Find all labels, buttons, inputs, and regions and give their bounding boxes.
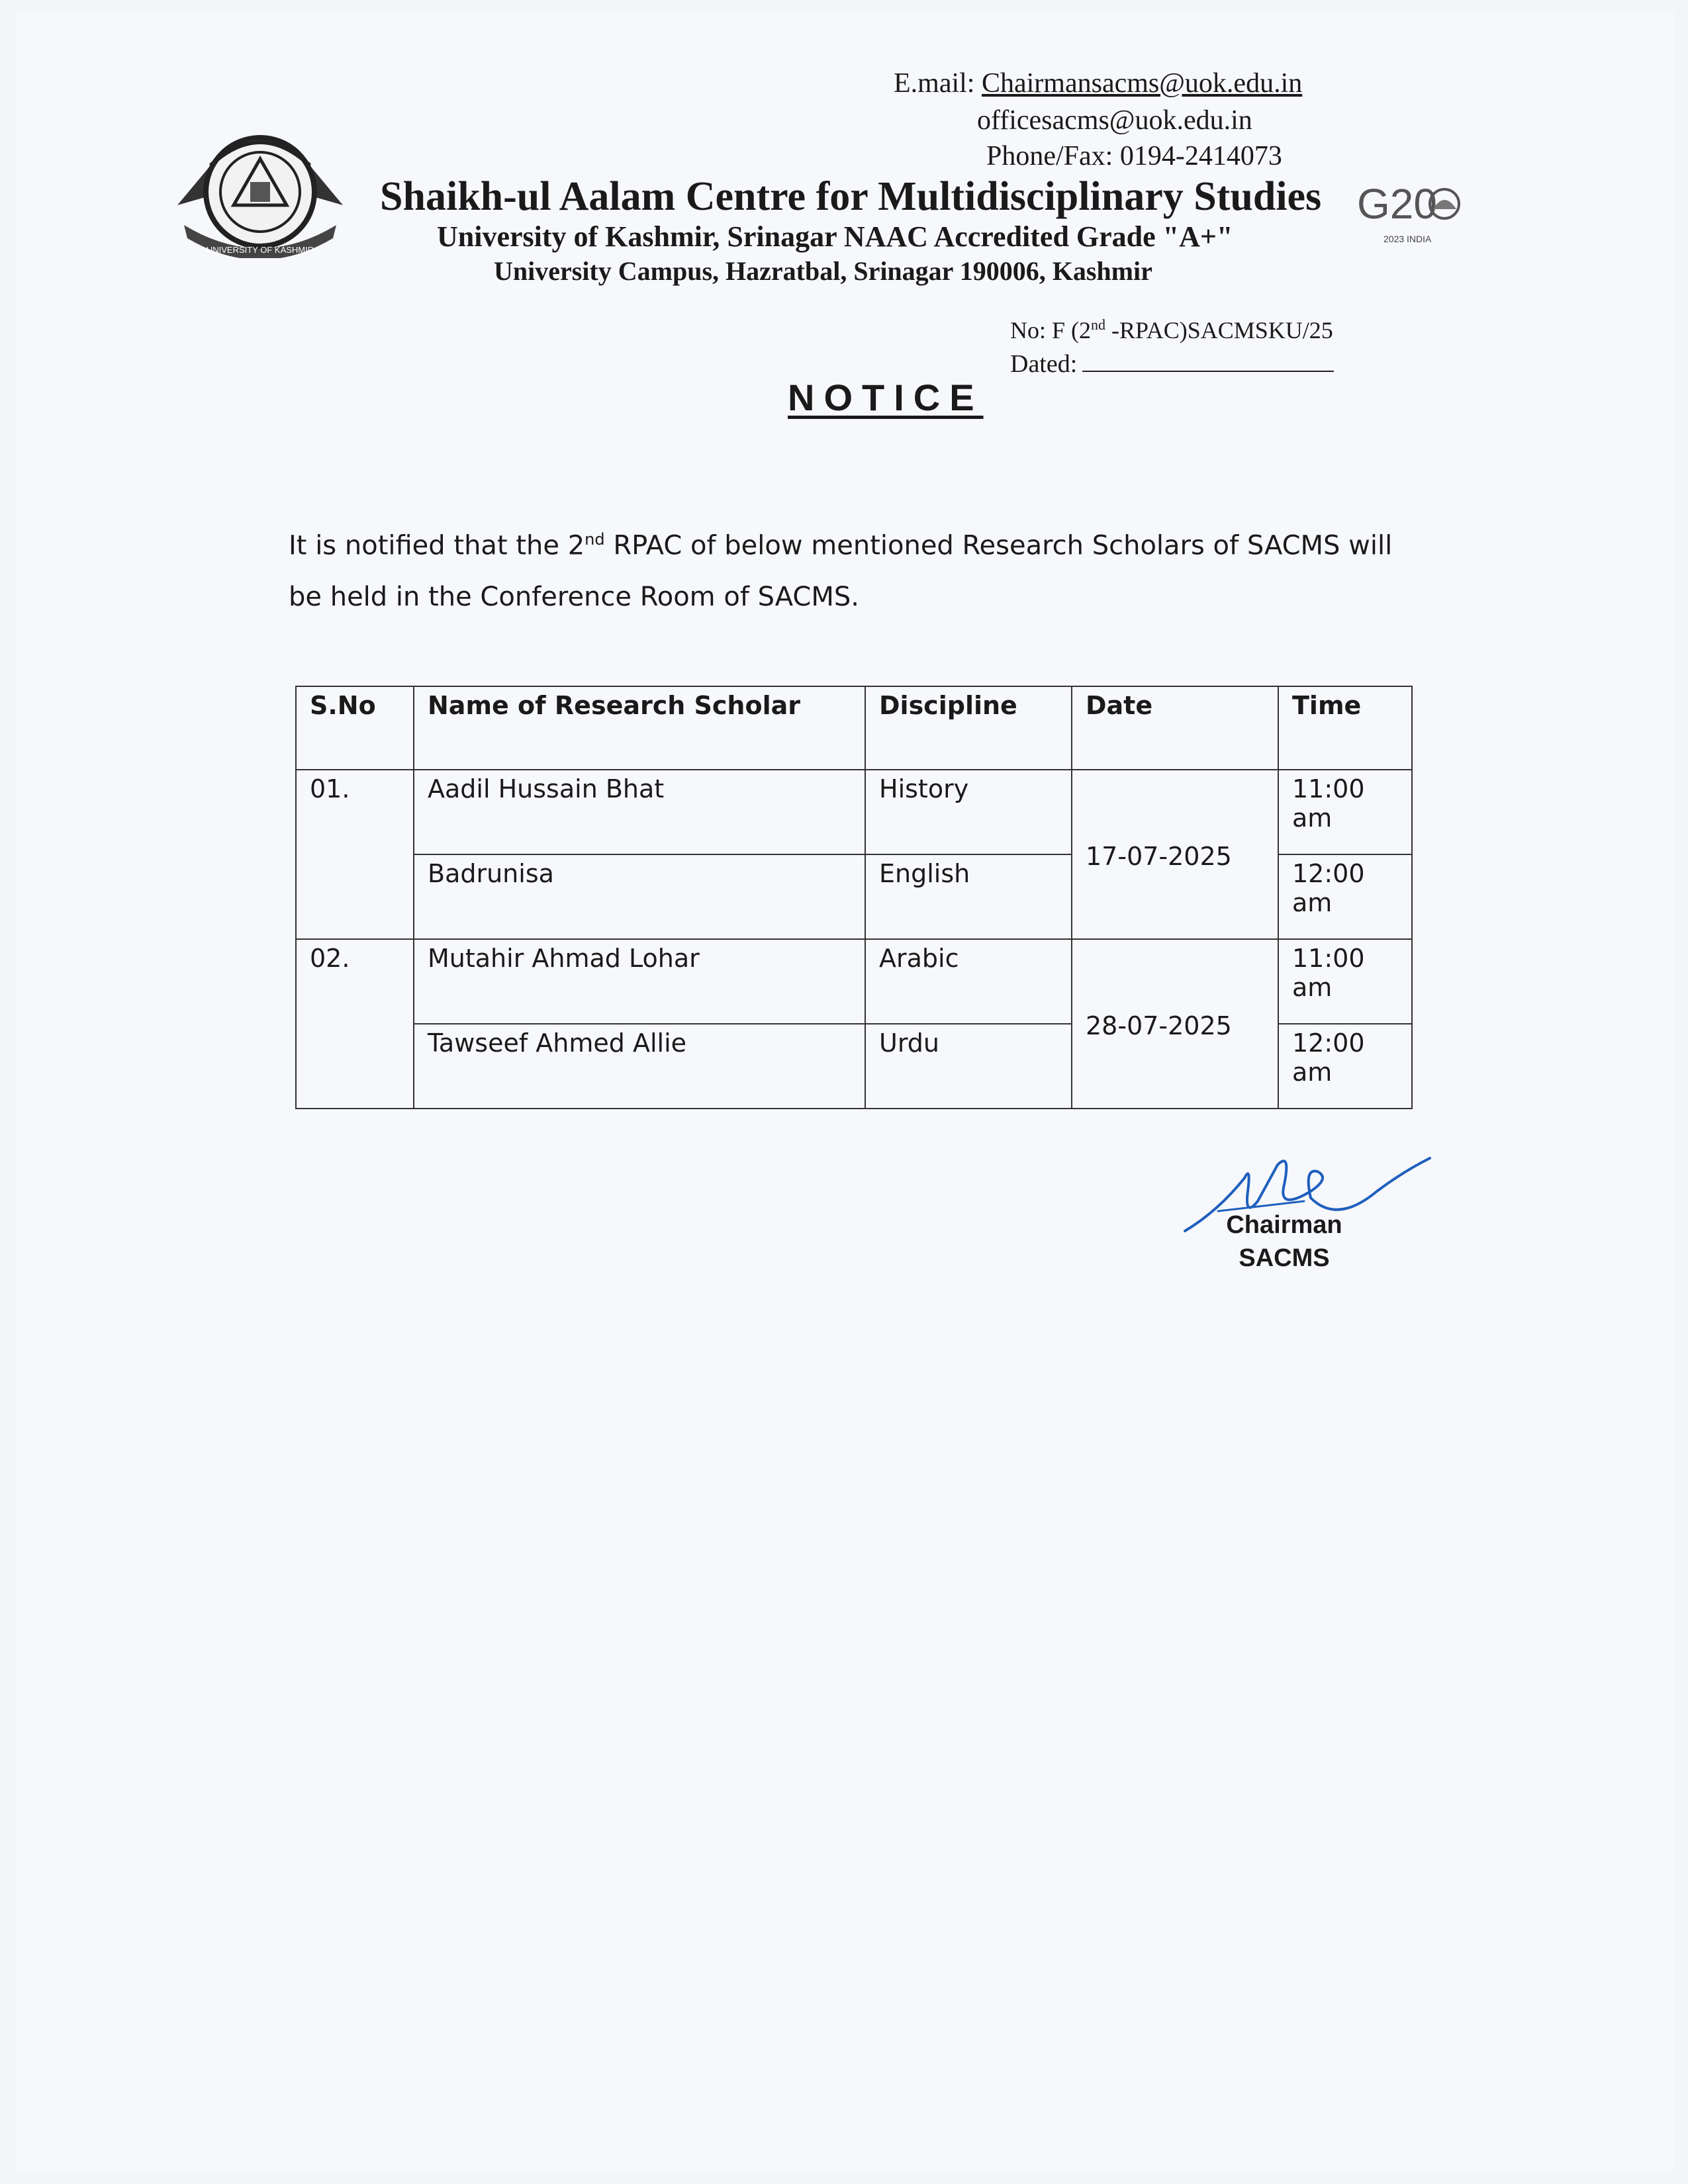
- cell-time: 12:00 am: [1278, 854, 1412, 939]
- logo-text: UNIVERSITY OF KASHMIR: [206, 245, 314, 255]
- cell-name: Tawseef Ahmed Allie: [414, 1024, 865, 1109]
- cell-time: 11:00 am: [1278, 770, 1412, 854]
- university-logo: [171, 126, 350, 258]
- institution-name: Shaikh-ul Aalam Centre for Multidisciplinary Studies: [380, 174, 1322, 219]
- table-row: [296, 939, 1412, 1024]
- phone-fax: Phone/Fax: 0194-2414073: [986, 141, 1282, 171]
- table-row: [296, 770, 1412, 854]
- dated-line: Dated:: [1010, 349, 1334, 379]
- cell-name: Aadil Hussain Bhat: [414, 770, 865, 854]
- header-time: Time: [1278, 686, 1412, 770]
- g20-sub: 2023 INDIA: [1383, 234, 1432, 244]
- cell-date: 17-07-2025: [1072, 770, 1278, 939]
- university-accreditation: University of Kashmir, Srinagar NAAC Accredited Grade "A+": [437, 220, 1233, 253]
- header-sno: S.No: [296, 686, 414, 770]
- cell-time: 12:00 am: [1278, 1024, 1412, 1109]
- header-discipline: Discipline: [865, 686, 1072, 770]
- signatory-role: [1198, 1208, 1370, 1275]
- header-date: Date: [1072, 686, 1278, 770]
- cell-time: 11:00 am: [1278, 939, 1412, 1024]
- email-label: E.mail:: [894, 68, 975, 99]
- cell-name: Badrunisa: [414, 854, 865, 939]
- notice-title: NOTICE: [788, 377, 984, 418]
- notice-body: It is notified that the 2nd RPAC of below mentioned Research Scholars of SACMS will be held in the Conference Room of SACMS.: [289, 530, 1393, 613]
- schedule-table: [295, 686, 1413, 1109]
- institution-address: University Campus, Hazratbal, Srinagar 190006, Kashmir: [494, 256, 1152, 286]
- g20-text: G20: [1357, 180, 1437, 228]
- cell-name: Mutahir Ahmad Lohar: [414, 939, 865, 1024]
- signatory-title: Chairman: [1226, 1211, 1342, 1239]
- cell-sno: 01.: [296, 770, 414, 939]
- cell-date: 28-07-2025: [1072, 939, 1278, 1109]
- cell-discipline: Arabic: [865, 939, 1072, 1024]
- cell-discipline: History: [865, 770, 1072, 854]
- cell-discipline: English: [865, 854, 1072, 939]
- email-secondary[interactable]: officesacms@uok.edu.in: [977, 105, 1252, 136]
- g20-logo: [1357, 177, 1470, 257]
- dated-blank: [1082, 351, 1334, 372]
- email-line: [894, 66, 1302, 101]
- signatory-office: SACMS: [1239, 1244, 1330, 1272]
- header-name: Name of Research Scholar: [414, 686, 865, 770]
- table-header-row: [296, 686, 1412, 770]
- email-primary[interactable]: Chairmansacms@uok.edu.in: [981, 68, 1303, 99]
- cell-sno: 02.: [296, 939, 414, 1109]
- cell-discipline: Urdu: [865, 1024, 1072, 1109]
- reference-number: No: F (2nd -RPAC)SACMSKU/25: [1010, 316, 1333, 343]
